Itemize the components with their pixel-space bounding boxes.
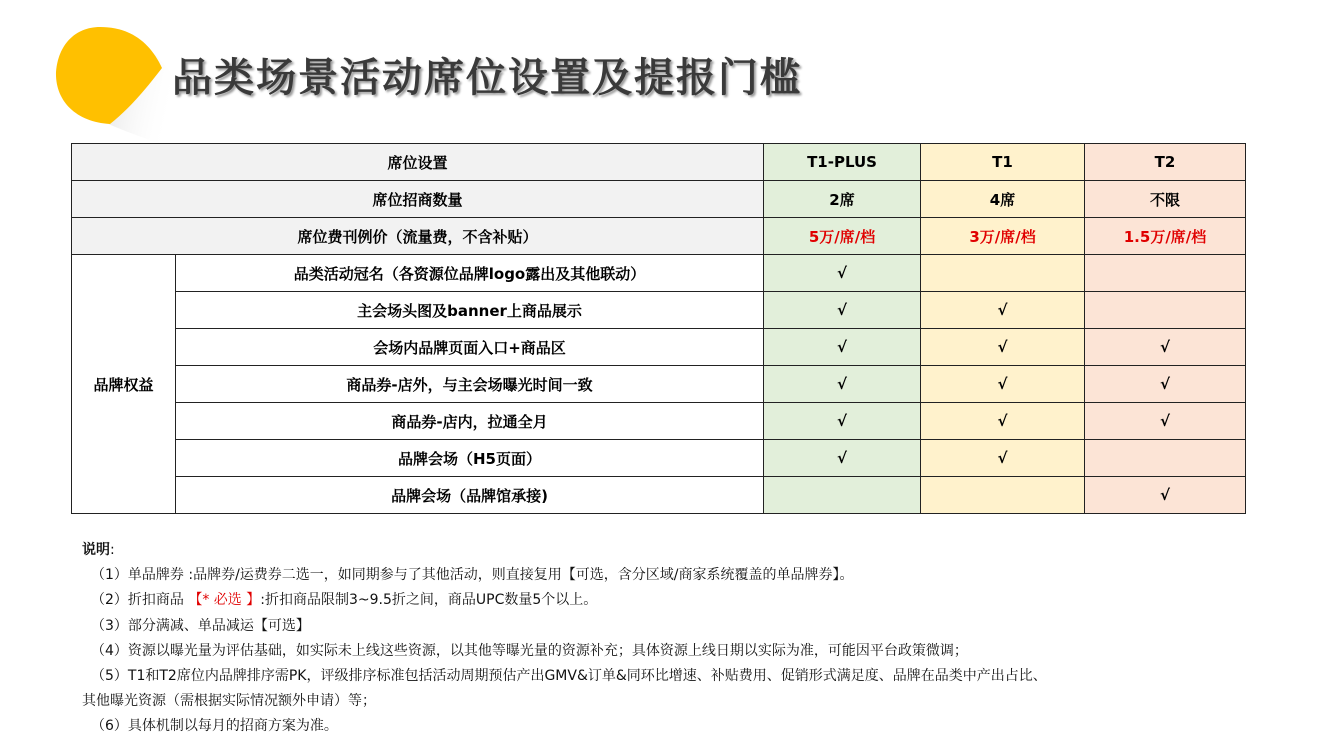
notes-section [82, 538, 1262, 740]
benefit-label: 商品券-店内，拉通全月 [176, 403, 764, 440]
note-3: （3）部分满减、单品减运【可选】 [91, 617, 310, 634]
price-t1: 3万/席/档 [921, 218, 1085, 255]
required-tag: 【* 必选 】 [188, 592, 261, 609]
note-5-line-2: 其他曝光资源（需根据实际情况额外申请）等； [82, 693, 376, 710]
check-mark: √ [764, 292, 921, 329]
seats-row [72, 181, 1246, 218]
table-row [72, 255, 1246, 292]
note-2-suffix: :折扣商品限制3~9.5折之间，商品UPC数量5个以上。 [260, 592, 598, 609]
benefit-label: 会场内品牌页面入口+商品区 [176, 329, 764, 366]
notes-heading-line [82, 538, 1262, 563]
price-t2: 1.5万/席/档 [1085, 218, 1246, 255]
check-mark: √ [764, 255, 921, 292]
table-row [72, 292, 1246, 329]
check-mark: √ [1085, 403, 1246, 440]
note-2 [82, 588, 1262, 613]
check-mark: √ [921, 292, 1085, 329]
notes-heading: 说明 [82, 542, 110, 558]
table-row [72, 477, 1246, 514]
check-mark: √ [1085, 366, 1246, 403]
page-title: 品类场景活动席位设置及提报门槛 [172, 54, 802, 101]
check-mark [764, 477, 921, 514]
table-row [72, 440, 1246, 477]
note-2-prefix: （2）折扣商品 [91, 592, 189, 609]
check-mark: √ [921, 440, 1085, 477]
check-mark: √ [921, 366, 1085, 403]
seats-label: 席位招商数量 [72, 181, 764, 218]
check-mark [921, 255, 1085, 292]
benefit-label: 品类活动冠名（各资源位品牌logo露出及其他联动） [176, 255, 764, 292]
notes-heading-colon: : [110, 542, 115, 558]
benefit-label: 商品券-店外，与主会场曝光时间一致 [176, 366, 764, 403]
header-label: 席位设置 [72, 144, 764, 181]
check-mark: √ [764, 329, 921, 366]
seats-t1: 4席 [921, 181, 1085, 218]
table-header-row [72, 144, 1246, 181]
check-mark: √ [764, 366, 921, 403]
check-mark: √ [1085, 329, 1246, 366]
benefit-label: 主会场头图及banner上商品展示 [176, 292, 764, 329]
price-t1-plus: 5万/席/档 [764, 218, 921, 255]
check-mark: √ [764, 403, 921, 440]
benefits-group-label: 品牌权益 [72, 255, 176, 514]
check-mark [1085, 440, 1246, 477]
tier-t1: T1 [921, 144, 1085, 181]
check-mark: √ [1085, 477, 1246, 514]
seat-settings-table [71, 143, 1246, 514]
check-mark: √ [921, 329, 1085, 366]
check-mark [1085, 292, 1246, 329]
table-row [72, 329, 1246, 366]
check-mark: √ [764, 440, 921, 477]
check-mark [921, 477, 1085, 514]
seats-t2: 不限 [1085, 181, 1246, 218]
price-label: 席位费刊例价（流量费，不含补贴） [72, 218, 764, 255]
seats-t1-plus: 2席 [764, 181, 921, 218]
note-4: （4）资源以曝光量为评估基础，如实际未上线这些资源，以其他等曝光量的资源补充；具体资源上线日期以实际为准，可能因平台政策微调； [91, 642, 968, 659]
table-row [72, 403, 1246, 440]
note-6: （6）具体机制以每月的招商方案为准。 [91, 718, 338, 735]
benefit-label: 品牌会场（H5页面） [176, 440, 764, 477]
check-mark [1085, 255, 1246, 292]
price-row [72, 218, 1246, 255]
check-mark: √ [921, 403, 1085, 440]
tier-t2: T2 [1085, 144, 1246, 181]
table-row [72, 366, 1246, 403]
note-5-line-1: （5）T1和T2席位内品牌排序需PK，评级排序标准包括活动周期预估产出GMV&订单&同环比增速、补贴费用、促销形式满足度、品牌在品类中产出占比、 [91, 668, 1047, 685]
note-1: （1）单品牌券 :品牌券/运费券二选一，如同期参与了其他活动，则直接复用【可选，含分区域/商家系统覆盖的单品牌券】。 [91, 567, 854, 584]
tier-t1-plus: T1-PLUS [764, 144, 921, 181]
benefit-label: 品牌会场（品牌馆承接) [176, 477, 764, 514]
